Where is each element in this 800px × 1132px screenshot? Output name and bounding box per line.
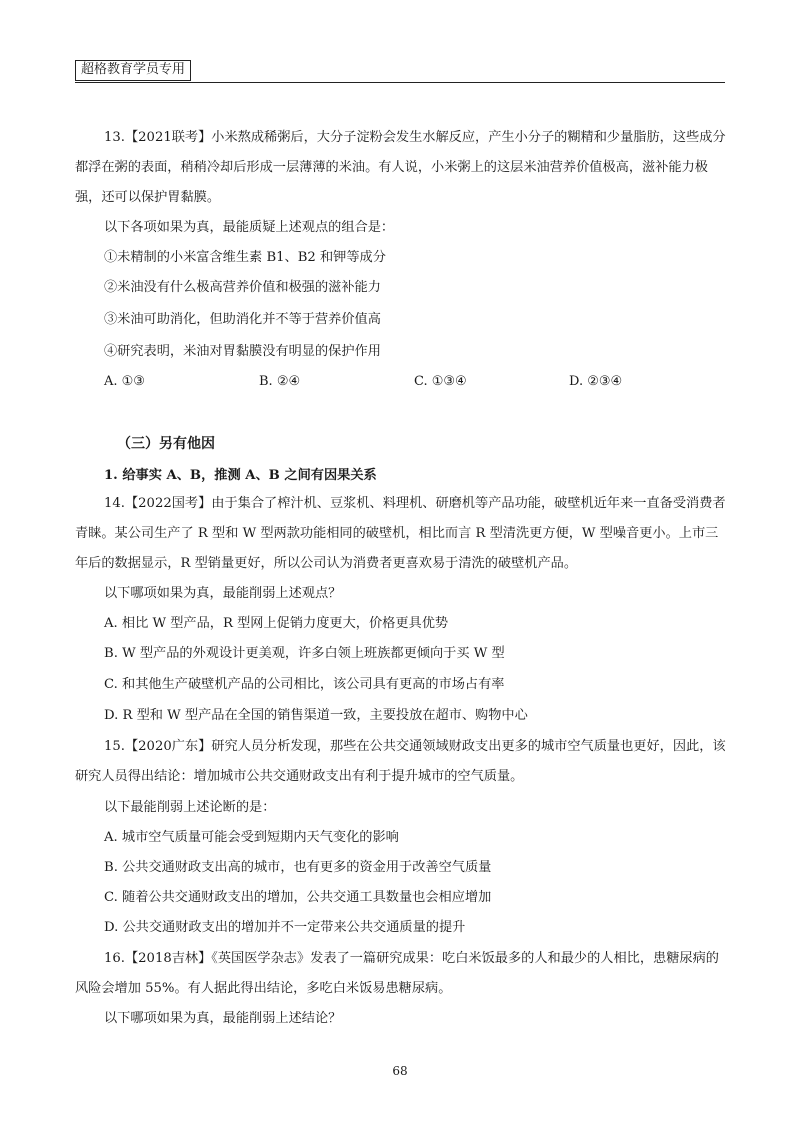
section-subtitle: 1. 给事实 A、B，推测 A、B 之间有因果关系 [104,468,377,483]
q13-prompt: 以下各项如果为真，最能质疑上述观点的组合是： [104,220,395,235]
q15-line-2: 研究人员得出结论：增加城市公共交通财政支出有利于提升城市的空气质量。 [75,769,524,784]
q14-option-c: C. 和其他生产破壁机产品的公司相比，该公司具有更高的市场占有率 [104,677,505,692]
q13-line-3: 强，还可以保护胃黏膜。 [75,190,221,205]
section-title: （三）另有他因 [117,436,215,452]
q14-line-2: 青睐。某公司生产了 R 型和 W 型两款功能相同的破壁机，相比而言 R 型清洗更方便，W 型噪音更小。上市三 [75,526,719,541]
q14-line-3: 年后的数据显示，R 型销量更好，所以公司认为消费者更喜欢易于清洗的破壁机产品。 [75,556,578,571]
q13-statement-3: ③米油可助消化，但助消化并不等于营养价值高 [104,312,381,327]
q13-statement-1: ①未精制的小米富含维生素 B1、B2 和钾等成分 [104,250,386,265]
q13-option-a: A. ①③ [104,374,145,389]
q14-line-1: 14.【2022国考】由于集合了榨汁机、豆浆机、料理机、研磨机等产品功能，破壁机近年来一直备受消费者 [104,496,726,511]
q14-option-a: A. 相比 W 型产品，R 型网上促销力度更大，价格更具优势 [104,616,449,631]
q16-line-1: 16.【2018吉林】《英国医学杂志》发表了一篇研究成果：吃白米饭最多的人和最少的人相比，患糖尿病的 [104,951,719,966]
q13-line-1: 13.【2021联考】小米熬成稀粥后，大分子淀粉会发生水解反应，产生小分子的糊精和少量脂肪，这些成分 [104,130,726,145]
q15-option-d: D. 公共交通财政支出的增加并不一定带来公共交通质量的提升 [104,920,466,935]
q14-option-d: D. R 型和 W 型产品在全国的销售渠道一致，主要投放在超市、购物中心 [104,708,528,723]
q14-option-b: B. W 型产品的外观设计更美观，许多白领上班族都更倾向于买 W 型 [104,646,505,661]
q13-option-c: C. ①③④ [414,374,467,389]
q13-statement-2: ②米油没有什么极高营养价值和极强的滋补能力 [104,280,381,295]
q13-option-b: B. ②④ [259,374,301,389]
q15-line-1: 15.【2020广东】研究人员分析发现，那些在公共交通领域财政支出更多的城市空气质量也更好，因此，该 [104,739,726,754]
header-label: 超格教育学员专用 [75,60,191,81]
q13-option-d: D. ②③④ [569,374,623,389]
q15-option-a: A. 城市空气质量可能会受到短期内天气变化的影响 [104,830,399,845]
header-divider [75,82,725,83]
q13-options [0,368,800,396]
q14-prompt: 以下哪项如果为真，最能削弱上述观点？ [104,586,342,601]
q13-statement-4: ④研究表明，米油对胃黏膜没有明显的保护作用 [104,344,381,359]
q15-prompt: 以下最能削弱上述论断的是： [104,800,276,815]
q16-prompt: 以下哪项如果为真，最能削弱上述结论？ [104,1011,342,1026]
page-number: 68 [392,1064,408,1078]
q16-line-2: 风险会增加 55%。有人据此得出结论，多吃白米饭易患糖尿病。 [75,981,452,996]
q15-option-c: C. 随着公共交通财政支出的增加，公共交通工具数量也会相应增加 [104,890,492,905]
q13-line-2: 都浮在粥的表面，稍稍冷却后形成一层薄薄的米油。有人说，小米粥上的这层米油营养价值极高，滋补能力极 [75,160,708,175]
q15-option-b: B. 公共交通财政支出高的城市，也有更多的资金用于改善空气质量 [104,860,492,875]
